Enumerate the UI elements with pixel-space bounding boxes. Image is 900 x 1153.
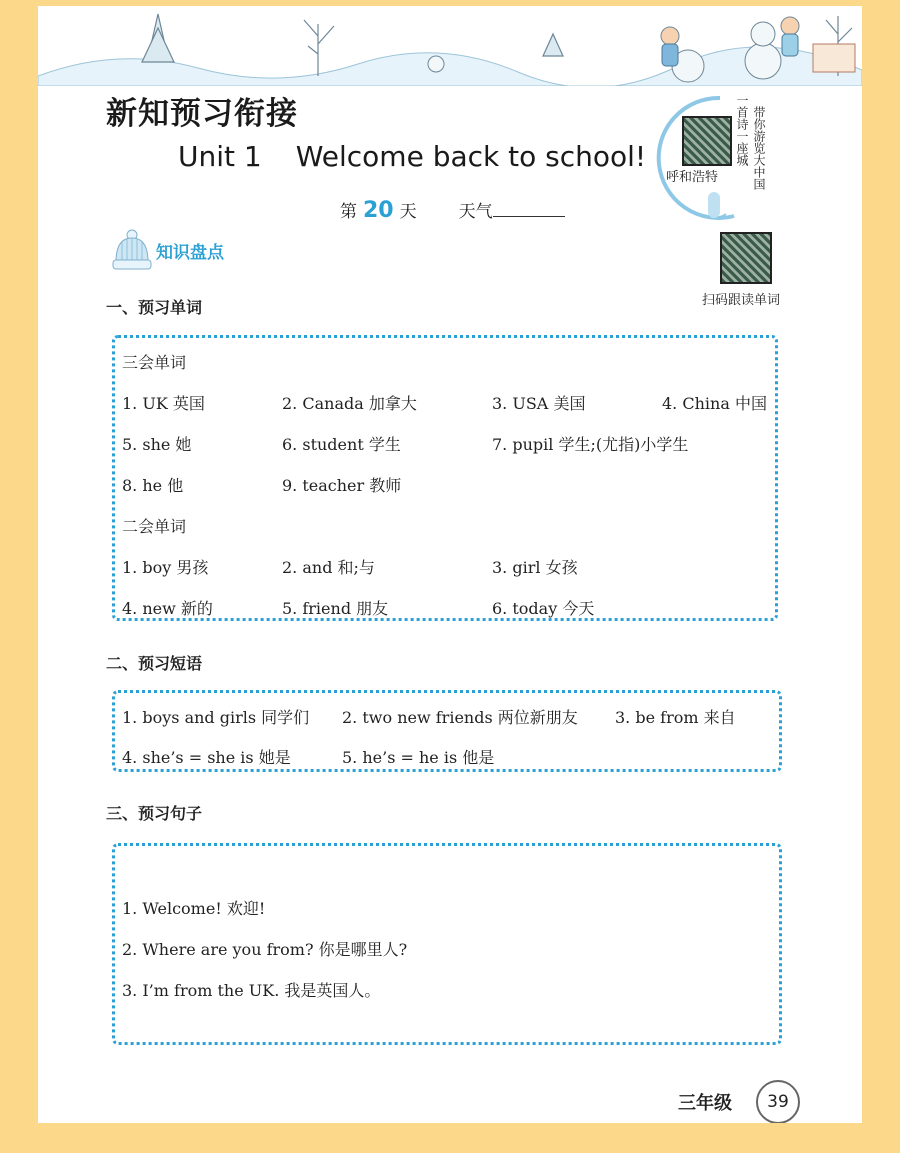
section-badge: 知识盘点 <box>156 243 224 263</box>
unit-heading <box>178 140 646 173</box>
grade-label: 三年级 <box>678 1093 732 1114</box>
qr-scan-label: 扫码跟读单词 <box>702 293 781 308</box>
group2-label: 二会单词 <box>122 517 187 536</box>
phrase-item: 2. two new friends 两位新朋友 <box>342 708 578 727</box>
word-item: 4. new 新的 <box>122 599 213 618</box>
page-title: 新知预习衔接 <box>106 96 298 132</box>
word-item: 9. teacher 教师 <box>282 476 402 495</box>
word-item: 6. student 学生 <box>282 435 401 454</box>
unit-label: Unit 1 <box>178 140 262 173</box>
phrase-item: 5. he’s = he is 他是 <box>342 748 495 767</box>
qr-city-label: 呼和浩特 <box>666 170 719 185</box>
word-item: 6. today 今天 <box>492 599 595 618</box>
weather-blank <box>493 202 565 217</box>
unit-title: Welcome back to school! <box>295 140 647 173</box>
word-item: 1. UK 英国 <box>122 394 205 413</box>
winter-hat-icon <box>110 228 154 272</box>
word-item: 3. USA 美国 <box>492 394 586 413</box>
poem-line-2: 带你游览大中国 <box>752 106 766 190</box>
words-heading: 一、预习单词 <box>106 298 203 317</box>
word-item: 2. and 和;与 <box>282 558 375 577</box>
sentences-heading: 三、预习句子 <box>106 804 203 823</box>
phrases-box <box>112 690 782 772</box>
phrases-heading: 二、预习短语 <box>106 654 203 673</box>
qr-code-words[interactable] <box>720 232 772 284</box>
word-item: 3. girl 女孩 <box>492 558 578 577</box>
phrase-item: 1. boys and girls 同学们 <box>122 708 310 727</box>
sentence-item: 2. Where are you from? 你是哪里人? <box>122 940 408 959</box>
children-snowman-illustration <box>661 17 855 82</box>
day-weather-line <box>340 197 565 223</box>
day-number: 20 <box>363 198 394 223</box>
group1-label: 三会单词 <box>122 353 187 372</box>
sentence-item: 1. Welcome! 欢迎! <box>122 899 266 918</box>
day-prefix: 第 <box>340 202 357 222</box>
word-item: 5. she 她 <box>122 435 192 454</box>
word-item: 1. boy 男孩 <box>122 558 209 577</box>
sentences-box <box>112 843 782 1045</box>
words-box <box>112 335 778 621</box>
word-item: 7. pupil 学生;(尤指)小学生 <box>492 435 689 454</box>
phrase-item: 4. she’s = she is 她是 <box>122 748 291 767</box>
qr-code-city[interactable] <box>682 116 732 166</box>
word-item: 5. friend 朋友 <box>282 599 389 618</box>
poem-line-1: 一首诗一座城 <box>735 94 749 166</box>
winter-banner-illustration <box>38 6 862 86</box>
day-suffix: 天 <box>399 202 417 222</box>
word-item: 2. Canada 加拿大 <box>282 394 417 413</box>
weather-label: 天气 <box>458 202 493 222</box>
word-item: 4. China 中国 <box>662 394 767 413</box>
word-item: 8. he 他 <box>122 476 184 495</box>
workbook-page <box>38 6 862 1123</box>
page-number: 39 <box>756 1080 800 1123</box>
phrase-item: 3. be from 来自 <box>615 708 736 727</box>
sentence-item: 3. I’m from the UK. 我是英国人。 <box>122 981 381 1000</box>
